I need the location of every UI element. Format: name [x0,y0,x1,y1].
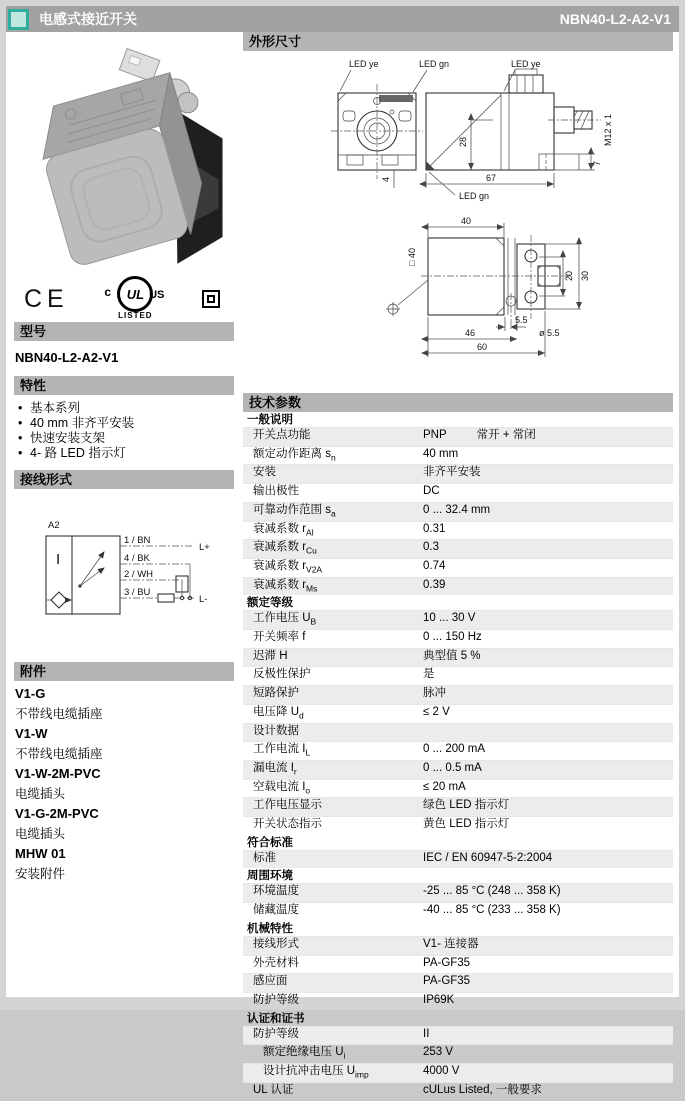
tech-value: 绿色 LED 指示灯 [423,799,510,812]
tech-value: 0 ... 150 Hz [423,631,482,644]
tech-row [243,577,673,596]
terminal-lminus-label: L- [199,594,208,605]
accessories-list [14,684,234,884]
accessory-name: V1-G [15,686,46,701]
tech-row [243,1026,673,1045]
tech-value: 40 mm [423,447,459,460]
tech-row [243,648,673,667]
dim-46: 46 [465,328,476,338]
tech-row [243,666,673,685]
tech-row [243,883,673,902]
feature-item: • 40 mm 非齐平安装 [16,416,234,431]
dim-40: 40 [461,216,472,226]
tech-section-title: 一般说明 [247,414,293,426]
tech-row [243,741,673,760]
tech-label: 感应面 [253,975,288,988]
tech-label: 反极性保护 [253,668,311,681]
tech-section-title: 认证和证书 [247,1012,305,1025]
dim-67: 67 [486,173,497,183]
tech-label: 输出极性 [253,485,299,498]
dim-20: 20 [564,270,574,281]
tech-value: 0.74 [423,559,446,572]
product-photo [14,40,234,276]
dim-28: 28 [458,136,468,147]
tech-label: 设计数据 [253,724,299,737]
tech-row [243,539,673,558]
tech-label: 衰减系数 $r_{Cu}$ [253,541,317,556]
tech-row [243,992,673,1011]
tech-row [243,779,673,798]
tech-label: 安装 [253,466,276,479]
tech-value: 4000 V [423,1065,460,1078]
accessory-description: 不带线电缆插座 [15,747,103,761]
tech-section-title: 符合标准 [247,836,293,849]
content-area [6,6,679,1096]
tech-value: 典型值 5 % [423,649,481,662]
tech-row [243,760,673,779]
tech-value: IEC / EN 60947-5-2:2004 [423,851,553,864]
pin-label: 3 / BU [124,587,151,598]
tech-value: -40 ... 85 °C (233 ... 358 K) [423,904,561,917]
tech-value: 0 ... 200 mA [423,743,486,756]
tech-label: 设计抗冲击电压 $U_{imp}$ [263,1065,369,1080]
tech-value: 253 V [423,1046,454,1059]
tech-label: 衰减系数 $r_{Ms}$ [253,578,318,593]
accessory-description: 电缆插头 [15,787,66,801]
accessory-description: 安装附件 [15,867,66,881]
tech-value: ≤ 2 V [423,705,450,718]
dim-4: 4 [381,176,391,182]
tech-label: 开关频率 f [253,631,306,644]
tech-row [243,483,673,502]
tech-row [243,816,673,835]
tech-label: 防护等级 [253,1027,299,1040]
dim-60: 60 [477,342,488,352]
tech-label: 工作电压显示 [253,799,322,812]
tech-value: cULus Listed, 一般要求 [423,1083,542,1096]
dim-dia-5-5: ø 5.5 [539,328,560,338]
tech-label: 短路保护 [253,687,299,700]
tech-row [243,1082,673,1101]
accessory-item [14,764,234,804]
dim-sq40: □ 40 [407,248,417,266]
ul-us-label: US [149,289,165,301]
tech-table [243,412,673,1101]
tech-value: 0.39 [423,578,446,591]
tech-value: 0 ... 0.5 mA [423,761,482,774]
tech-label: 可靠动作范围 $s_a$ [253,503,336,519]
tech-section-title: 额定等级 [247,597,293,610]
tech-row [243,610,673,629]
left-column [14,32,234,1101]
features-section-heading: 特性 [14,376,234,395]
tech-value: PA-GF35 [423,956,471,969]
tech-row [243,936,673,955]
right-column [243,32,673,1101]
accessories-section-heading: 附件 [14,662,234,681]
dimensions-section-heading: 外形尺寸 [243,32,673,51]
wiring-diagram [14,514,234,662]
pin-label: 4 / BK [124,553,150,564]
dim-5-5: 5.5 [515,315,528,325]
terminal-lplus-label: L+ [199,542,210,553]
accessory-item [14,844,234,884]
led-gn-label: LED gn [419,59,450,69]
certification-marks [14,276,234,322]
part-number: NBN40-L2-A2-V1 [559,11,671,27]
led-gn-label: LED gn [459,191,490,201]
tech-value: DC [423,485,440,498]
tech-row [243,1044,673,1063]
feature-item: • 基本系列 [16,401,234,416]
dim-7: 7 [592,160,602,166]
tech-value: 黄色 LED 指示灯 [423,818,510,831]
tech-row [243,629,673,648]
tech-row [243,502,673,521]
dim-thread: M12 x 1 [603,113,613,146]
tech-row [243,797,673,816]
tech-label: 工作电流 $I_L$ [253,743,311,758]
tech-value: 非齐平安装 [423,466,481,479]
tech-row [243,685,673,704]
tech-value: 10 ... 30 V [423,612,476,625]
feature-item: • 快速安装支架 [16,431,234,446]
led-ye-label: LED ye [511,59,541,69]
product-photo-illustration [21,40,227,274]
ul-circle-icon: UL [117,276,153,312]
tech-row [243,558,673,577]
ce-mark: CE [24,284,69,313]
tech-label: UL 认证 [253,1083,294,1096]
header-bar [6,6,679,32]
ul-c-label: c [104,285,112,299]
feature-item: • 4- 路 LED 指示灯 [16,446,234,461]
tech-label: 额定绝缘电压 $U_i$ [263,1046,346,1061]
tech-value: 0.31 [423,522,446,535]
dim-30: 30 [580,270,590,281]
tech-label: 迟滞 H [253,649,288,662]
load-resistor-icon [158,594,174,602]
tech-value: -25 ... 85 °C (248 ... 358 K) [423,885,561,898]
led-ye-label: LED ye [349,59,379,69]
tech-value: PA-GF35 [423,975,471,988]
brand-square-icon [8,9,29,30]
accessory-item [14,724,234,764]
tech-value: 0 ... 32.4 mm [423,503,491,516]
accessory-item [14,804,234,844]
tech-label: 外壳材料 [253,956,299,969]
tech-label: 储藏温度 [253,904,299,917]
tech-section-heading: 技术参数 [243,393,673,412]
model-section-heading: 型号 [14,322,234,341]
tech-row [243,446,673,465]
tech-section-title: 周围环境 [247,870,293,883]
accessory-name: MHW 01 [15,846,66,861]
tech-row [243,1063,673,1082]
tech-value: 0.3 [423,541,439,554]
tech-label: 开关状态指示 [253,818,322,831]
tech-value: 是 [423,668,435,681]
tech-label: 标准 [253,851,276,864]
tech-label: 电压降 $U_d$ [253,705,304,721]
accessory-name: V1-W [15,726,48,741]
svg-text:I: I [56,551,61,568]
tech-label: 衰减系数 $r_{V2A}$ [253,559,323,575]
tech-value: ≤ 20 mA [423,780,466,793]
tech-label: 衰减系数 $r_{Al}$ [253,522,314,537]
connection-section-heading: 接线形式 [14,470,234,489]
tech-section-title: 机械特性 [247,922,293,935]
tech-label: 接线形式 [253,937,299,950]
tech-row [243,973,673,992]
accessory-name: V1-W-2M-PVC [15,766,101,781]
ul-listed-label: LISTED [118,311,153,320]
tech-label: 开关点功能 [253,429,311,441]
tech-value: 脉冲 [423,687,446,700]
tech-label: 环境温度 [253,885,299,898]
tech-row [243,850,673,869]
accessory-name: V1-G-2M-PVC [15,806,99,821]
dimension-drawing [243,51,673,393]
accessory-description: 电缆插头 [15,827,66,841]
tech-value: V1- 连接器 [423,937,479,950]
tech-row [243,723,673,742]
page-title: 电感式接近开关 [39,11,137,27]
features-list [14,401,234,461]
tech-value: IP69K [423,993,455,1006]
tech-label: 防护等级 [253,993,299,1006]
accessory-description: 不带线电缆插座 [15,707,103,721]
tech-row [243,902,673,921]
tech-row [243,955,673,974]
wiring-diagram-label: A2 [48,520,60,531]
pin-label: 1 / BN [124,535,151,546]
protection-class-ii-icon [202,290,220,308]
tech-row [243,521,673,540]
accessory-item [14,684,234,724]
ul-listed-mark [96,276,174,322]
tech-value: II [423,1027,430,1040]
tech-row [243,704,673,723]
tech-label: 漏电流 $I_r$ [253,761,297,777]
tech-row [243,427,673,446]
tech-label: 工作电压 $U_B$ [253,612,317,627]
tech-value: PNP 常开 + 常闭 [423,429,536,441]
model-value: NBN40-L2-A2-V1 [15,350,119,365]
tech-value [423,724,673,742]
tech-label: 空载电流 $I_o$ [253,780,311,795]
tech-label: 额定动作距离 $s_n$ [253,447,336,462]
tech-row [243,464,673,483]
pin-label: 2 / WH [124,569,154,580]
